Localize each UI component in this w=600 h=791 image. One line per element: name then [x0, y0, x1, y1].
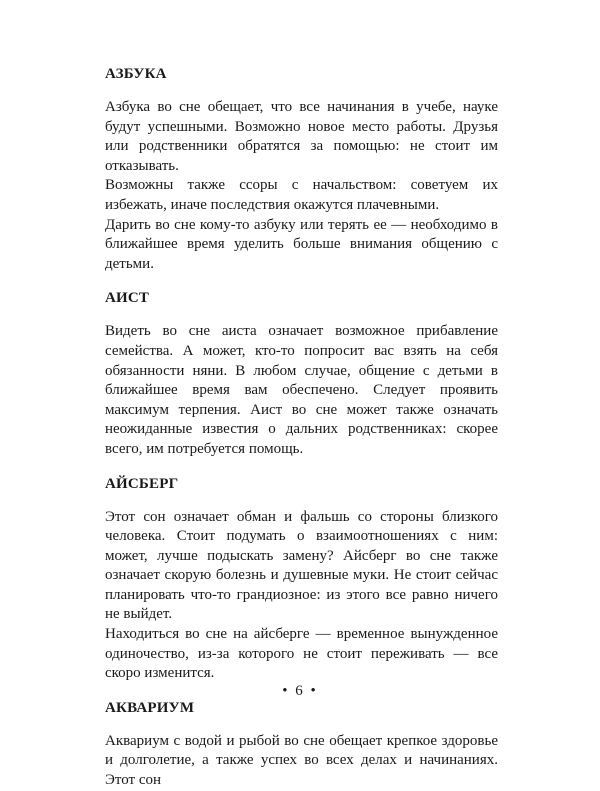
- entry-paragraph: Возможны также ссоры с начальством: советуем их избежать, иначе последствия окажутся плачевными.: [105, 177, 498, 213]
- entry-azbuka: [105, 64, 498, 274]
- entry-aisberg: [105, 474, 498, 684]
- page-number: • 6 •: [282, 683, 318, 699]
- entry-paragraph: Азбука во сне обещает, что все начинания в учебе, науке будут успешными. Возможно новое место работы. Друзья или родственники обратятся за помощью: не стоит им отказывать.: [105, 99, 498, 174]
- entry-title: АЗБУКА: [105, 66, 167, 82]
- entry-akvarium: [105, 698, 498, 791]
- entry-title: АИСТ: [105, 290, 150, 307]
- entry-title: АЙСБЕРГ: [105, 475, 179, 492]
- entry-paragraph: Этот сон означает обман и фальшь со стороны близкого человека. Стоит подумать о взаимоотношениях с ним: может, лучше подыскать замену? Айсберг во сне также означает скорую болезнь и душевные муки. Не стоит сейчас планировать что-то грандиозное: из этого все равно ничего не выйдет.: [105, 508, 498, 623]
- entry-aist: [105, 288, 498, 459]
- entry-paragraph: Находиться во сне на айсберге — временное вынужденное одиночество, из-за которого не стоит переживать — все скоро изменится.: [105, 626, 498, 682]
- entry-title: АКВАРИУМ: [105, 699, 195, 716]
- entry-paragraph: Дарить во сне кому-то азбуку или терять ее — необходимо в ближайшее время уделить больше внимания общению с детьми.: [105, 216, 498, 272]
- entry-paragraph: Аквариум с водой и рыбой во сне обещает крепкое здоровье и долголетие, а также успех во всех делах и начинаниях. Этот сон: [105, 732, 498, 789]
- page-content: [105, 64, 498, 791]
- entry-paragraph: Видеть во сне аиста означает возможное прибавление семейства. А может, кто-то попросит вас взять на себя обязанности няни. В любом случае, общение с детьми в ближайшее время вам обеспечено. Следует проявить максимум терпения. Аист во сне может также означать неожиданные известия о дальних родственниках: скорее всего, им потребуется помощь.: [105, 323, 498, 457]
